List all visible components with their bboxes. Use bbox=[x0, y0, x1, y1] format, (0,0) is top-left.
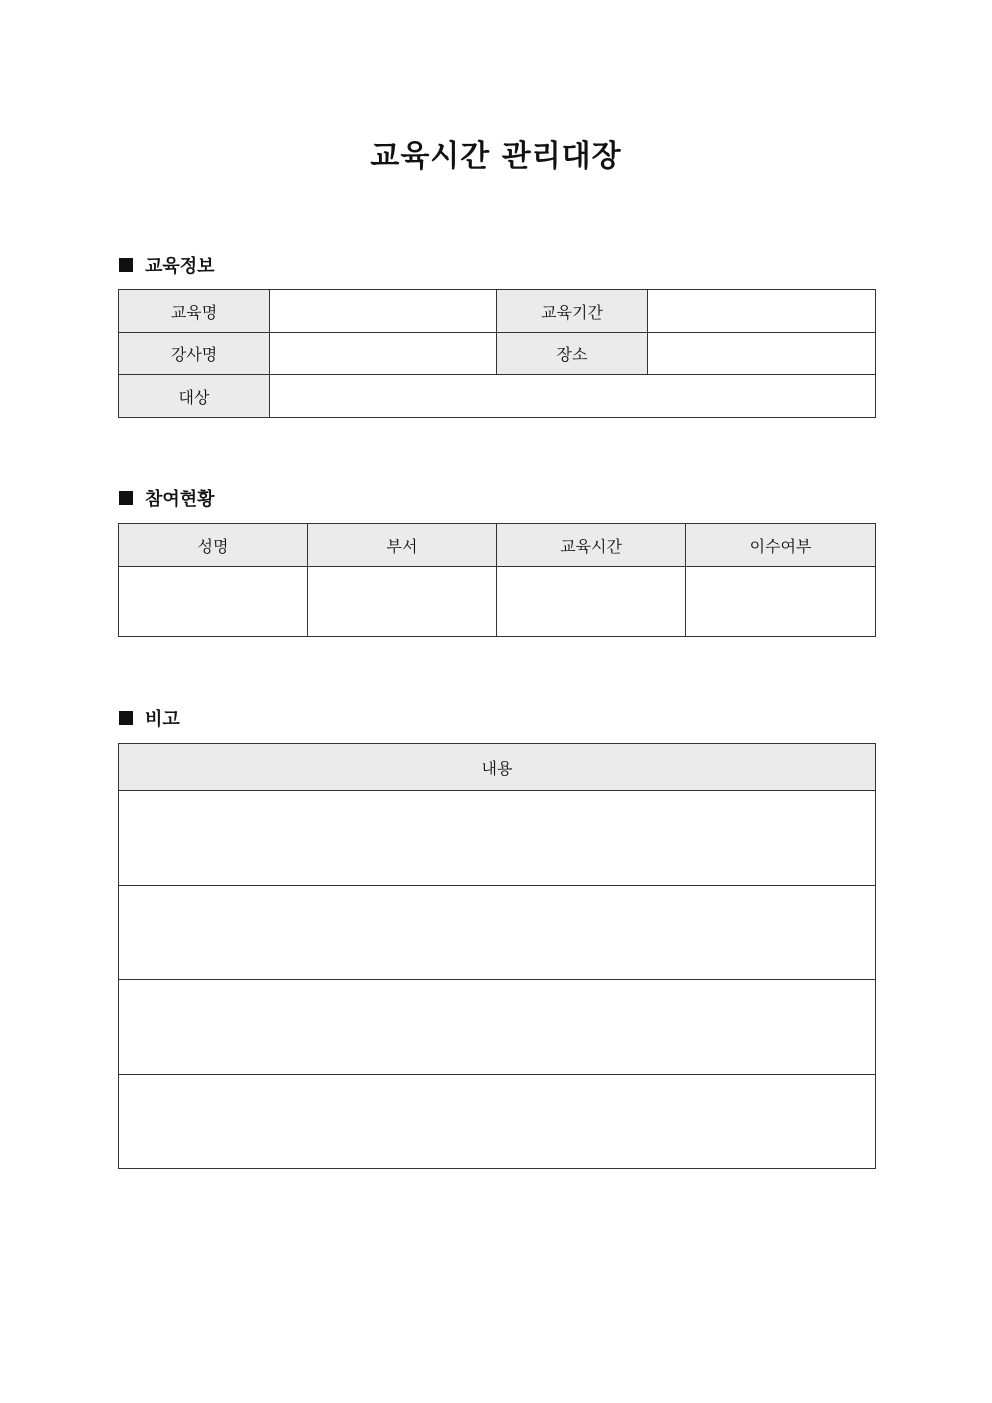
remark-cell[interactable] bbox=[119, 1075, 876, 1169]
target-label: 대상 bbox=[119, 375, 270, 418]
square-bullet-icon bbox=[119, 258, 133, 272]
table-row bbox=[119, 375, 876, 418]
column-header-department: 부서 bbox=[308, 524, 497, 567]
instructor-label: 강사명 bbox=[119, 333, 270, 375]
remarks-table bbox=[118, 743, 876, 1169]
section-heading-info bbox=[119, 253, 215, 277]
target-field[interactable] bbox=[270, 375, 876, 418]
section-heading-label: 교육정보 bbox=[145, 256, 215, 277]
square-bullet-icon bbox=[119, 491, 133, 505]
participant-department-cell[interactable] bbox=[308, 567, 497, 637]
section-heading-participation bbox=[119, 486, 215, 510]
location-label: 장소 bbox=[497, 333, 648, 375]
participation-table bbox=[118, 523, 876, 637]
column-header-name: 성명 bbox=[119, 524, 308, 567]
column-header-completion: 이수여부 bbox=[686, 524, 876, 567]
column-header-content: 내용 bbox=[119, 744, 876, 791]
participant-hours-cell[interactable] bbox=[497, 567, 686, 637]
table-row bbox=[119, 980, 876, 1075]
location-field[interactable] bbox=[648, 333, 876, 375]
column-header-training-hours: 교육시간 bbox=[497, 524, 686, 567]
table-header-row bbox=[119, 744, 876, 791]
table-row bbox=[119, 567, 876, 637]
remark-cell[interactable] bbox=[119, 980, 876, 1075]
remark-cell[interactable] bbox=[119, 886, 876, 980]
instructor-field[interactable] bbox=[270, 333, 497, 375]
table-row bbox=[119, 333, 876, 375]
square-bullet-icon bbox=[119, 711, 133, 725]
page-title: 교육시간 관리대장 bbox=[370, 139, 622, 174]
course-name-field[interactable] bbox=[270, 290, 497, 333]
table-row bbox=[119, 886, 876, 980]
table-header-row bbox=[119, 524, 876, 567]
section-heading-label: 참여현황 bbox=[145, 489, 215, 510]
period-field[interactable] bbox=[648, 290, 876, 333]
info-table bbox=[118, 289, 876, 418]
section-heading-remarks bbox=[119, 706, 180, 730]
table-row bbox=[119, 290, 876, 333]
section-heading-label: 비고 bbox=[145, 709, 180, 730]
period-label: 교육기간 bbox=[497, 290, 648, 333]
participant-completion-cell[interactable] bbox=[686, 567, 876, 637]
table-row bbox=[119, 791, 876, 886]
remark-cell[interactable] bbox=[119, 791, 876, 886]
participant-name-cell[interactable] bbox=[119, 567, 308, 637]
course-name-label: 교육명 bbox=[119, 290, 270, 333]
table-row bbox=[119, 1075, 876, 1169]
